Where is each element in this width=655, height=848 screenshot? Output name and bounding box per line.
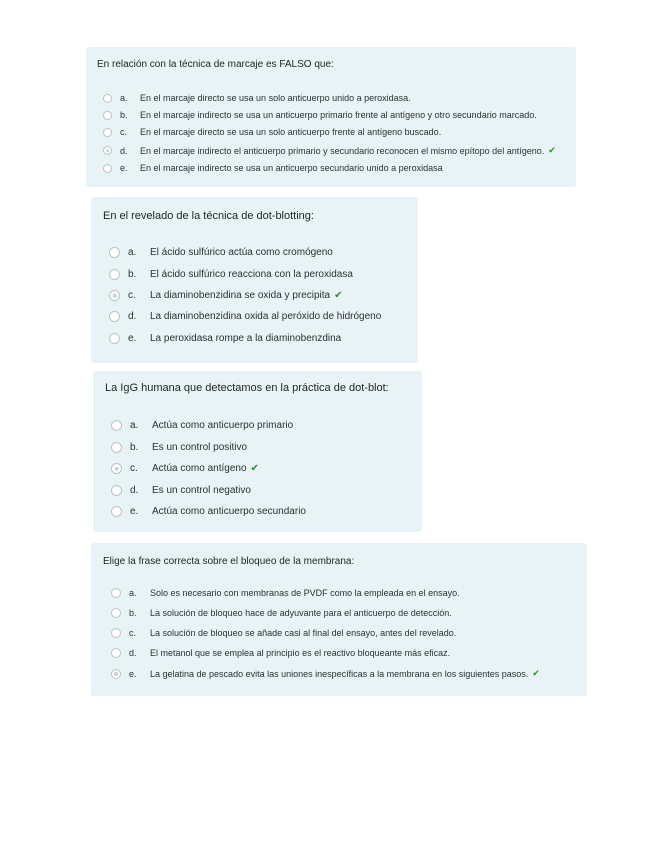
question-title: Elige la frase correcta sobre el bloqueo de la membrana: xyxy=(103,556,355,567)
question-card-3 xyxy=(93,371,422,532)
option-letter: c. xyxy=(130,463,138,474)
option-letter: b. xyxy=(129,608,137,618)
option-text: Es un control negativo xyxy=(152,485,251,496)
radio-button[interactable] xyxy=(111,442,122,453)
option-text: La solución de bloqueo se añade casi al final del ensayo, antes del revelado. xyxy=(150,628,457,638)
option-d[interactable] xyxy=(103,145,556,156)
option-a[interactable] xyxy=(111,588,460,598)
option-letter: d. xyxy=(130,485,139,496)
option-letter: e. xyxy=(129,668,137,679)
option-d[interactable] xyxy=(111,485,251,496)
radio-button[interactable] xyxy=(111,420,122,431)
option-text: Actúa como antígeno xyxy=(152,463,247,474)
option-text: En el marcaje indirecto se usa un anticuerpo secundario unido a peroxidasa xyxy=(140,163,443,173)
option-text: En el marcaje directo se usa un solo anticuerpo frente al antígeno buscado. xyxy=(140,127,442,137)
option-b[interactable] xyxy=(103,110,537,120)
option-letter: e. xyxy=(130,506,139,517)
radio-button[interactable] xyxy=(111,506,122,517)
correct-check-icon: ✔ xyxy=(548,145,556,155)
question-title: En relación con la técnica de marcaje es FALSO que: xyxy=(97,59,334,70)
option-e[interactable] xyxy=(103,163,443,173)
option-letter: d. xyxy=(128,311,137,322)
radio-button[interactable] xyxy=(103,94,112,103)
radio-button[interactable] xyxy=(109,247,120,258)
option-letter: a. xyxy=(120,93,128,103)
option-letter: d. xyxy=(120,145,128,156)
option-c[interactable] xyxy=(111,628,456,638)
radio-button-selected[interactable] xyxy=(109,290,120,301)
option-letter: a. xyxy=(130,420,139,431)
option-a[interactable] xyxy=(111,420,293,431)
option-letter: e. xyxy=(128,333,137,344)
option-text: Actúa como anticuerpo secundario xyxy=(152,506,306,517)
option-d[interactable] xyxy=(109,311,381,322)
option-letter: a. xyxy=(129,588,137,598)
option-letter: b. xyxy=(128,269,137,280)
radio-button[interactable] xyxy=(109,333,120,344)
radio-button[interactable] xyxy=(111,648,121,658)
option-text: La diaminobenzidina oxida al peróxido de hidrógeno xyxy=(150,311,382,322)
radio-button[interactable] xyxy=(111,485,122,496)
option-text: La diaminobenzidina se oxida y precipita xyxy=(150,290,331,301)
option-text: El metanol que se emplea al principio es el reactivo bloqueante más eficaz. xyxy=(150,648,451,658)
option-text: El ácido sulfúrico actúa como cromógeno xyxy=(150,247,333,258)
option-d[interactable] xyxy=(111,648,450,658)
option-b[interactable] xyxy=(111,608,452,618)
correct-check-icon: ✔ xyxy=(250,463,259,474)
radio-button-selected[interactable] xyxy=(111,463,122,474)
radio-button-selected[interactable] xyxy=(103,146,112,155)
option-b[interactable] xyxy=(109,269,353,280)
option-text: La peroxidasa rompe a la diaminobenzdina xyxy=(150,333,342,344)
option-letter: d. xyxy=(129,648,137,658)
correct-check-icon: ✔ xyxy=(532,668,540,678)
option-e[interactable] xyxy=(109,333,341,344)
option-letter: e. xyxy=(120,163,128,173)
option-letter: b. xyxy=(120,110,128,120)
radio-button[interactable] xyxy=(109,311,120,322)
option-text: En el marcaje directo se usa un solo anticuerpo unido a peroxidasa. xyxy=(140,93,411,103)
question-card-2 xyxy=(91,197,418,363)
option-c[interactable] xyxy=(103,127,441,137)
option-text: Solo es necesario con membranas de PVDF como la empleada en el ensayo. xyxy=(150,588,460,598)
option-text: Actúa como anticuerpo primario xyxy=(152,420,294,431)
option-letter: c. xyxy=(120,127,128,137)
question-title: La IgG humana que detectamos en la práctica de dot-blot: xyxy=(105,382,389,394)
option-text: El ácido sulfúrico reacciona con la peroxidasa xyxy=(150,269,353,280)
radio-button-selected[interactable] xyxy=(111,669,121,679)
radio-button[interactable] xyxy=(103,128,112,137)
question-title: En el revelado de la técnica de dot-blotting: xyxy=(103,210,314,222)
radio-button[interactable] xyxy=(109,269,120,280)
option-c[interactable] xyxy=(111,463,259,474)
option-text: En el marcaje indirecto el anticuerpo primario y secundario reconocen el mismo epítopo del antígeno. xyxy=(140,145,545,156)
option-text: La gelatina de pescado evita las uniones inespecíficas a la membrana en los siguientes pasos. xyxy=(150,668,529,679)
option-text: La solución de bloqueo hace de adyuvante para el anticuerpo de detección. xyxy=(150,608,452,618)
radio-button[interactable] xyxy=(111,608,121,618)
question-card-1 xyxy=(86,47,576,187)
option-letter: c. xyxy=(128,290,136,301)
option-letter: c. xyxy=(129,628,137,638)
option-text: Es un control positivo xyxy=(152,442,248,453)
radio-button[interactable] xyxy=(111,628,121,638)
question-card-4 xyxy=(91,543,587,696)
option-a[interactable] xyxy=(103,93,411,103)
option-a[interactable] xyxy=(109,247,333,258)
option-e[interactable] xyxy=(111,668,540,679)
option-text: En el marcaje indirecto se usa un anticuerpo primario frente al antígeno y otro secundario marcado. xyxy=(140,110,537,120)
option-letter: b. xyxy=(130,442,139,453)
radio-button[interactable] xyxy=(103,111,112,120)
option-b[interactable] xyxy=(111,442,247,453)
option-letter: a. xyxy=(128,247,137,258)
option-c[interactable] xyxy=(109,290,343,301)
correct-check-icon: ✔ xyxy=(334,290,343,301)
radio-button[interactable] xyxy=(103,164,112,173)
radio-button[interactable] xyxy=(111,588,121,598)
option-e[interactable] xyxy=(111,506,306,517)
